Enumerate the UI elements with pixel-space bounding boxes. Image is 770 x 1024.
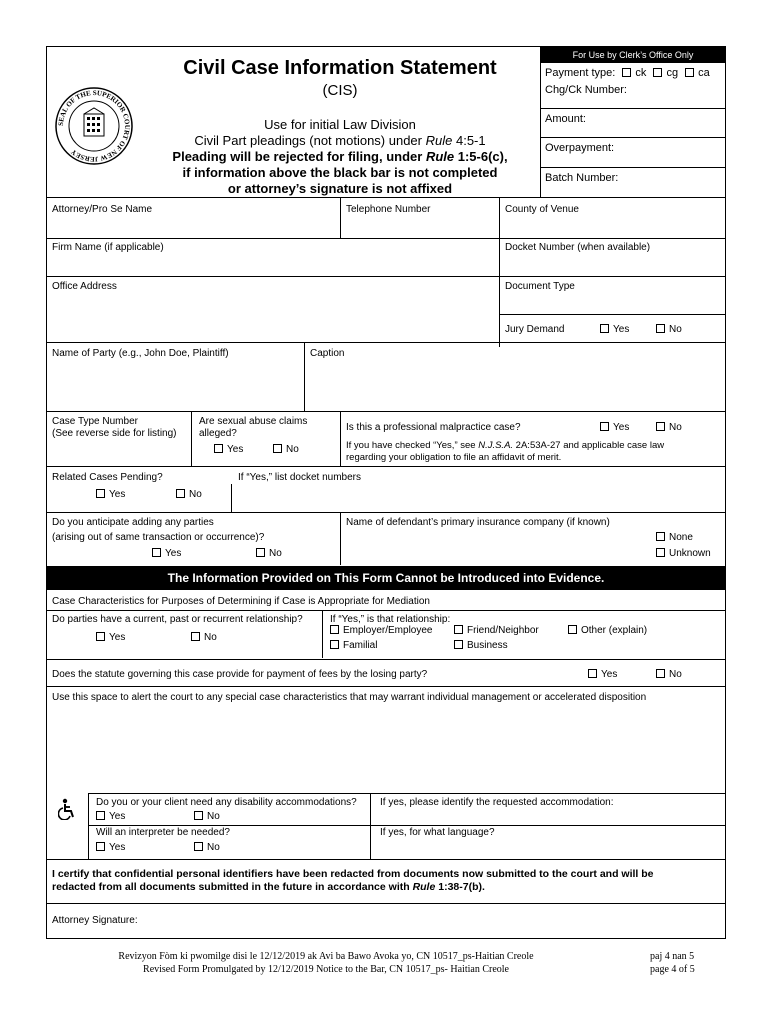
attorney-signature-label: Attorney Signature: xyxy=(52,915,138,926)
disability-no-checkbox[interactable] xyxy=(194,811,203,820)
sexual-yes-option[interactable]: Yes xyxy=(214,444,243,456)
chg-ck-label: Chg/Ck Number: xyxy=(545,84,627,96)
language-label: If yes, for what language? xyxy=(380,827,495,838)
mediation-heading: Case Characteristics for Purposes of Determining if Case is Appropriate for Mediation xyxy=(52,596,430,607)
page-title: Civil Case Information Statement xyxy=(183,57,497,79)
interpreter-yes-checkbox[interactable] xyxy=(96,842,105,851)
wheelchair-icon xyxy=(58,798,78,820)
instruction-line-1: Use for initial Law Division xyxy=(264,117,416,132)
disability-no-option[interactable]: No xyxy=(194,811,220,823)
insurance-none-checkbox[interactable] xyxy=(656,532,665,541)
statute-yes-checkbox[interactable] xyxy=(588,669,597,678)
sexual-abuse-label: Are sexual abuse claims xyxy=(199,416,308,427)
accommodation-label: If yes, please identify the requested accommodation: xyxy=(380,797,614,808)
payment-type-row: Payment type: ck cg ca xyxy=(545,67,710,79)
malpractice-no-option[interactable]: No xyxy=(656,422,682,434)
insurance-unknown-option[interactable]: Unknown xyxy=(656,548,711,560)
statute-label: Does the statute governing this case provide for payment of fees by the losing party? xyxy=(52,669,428,680)
employer-option[interactable]: Employer/Employee xyxy=(330,625,432,637)
office-address-label: Office Address xyxy=(52,281,117,292)
malpractice-yes-checkbox[interactable] xyxy=(600,422,609,431)
disability-yes-checkbox[interactable] xyxy=(96,811,105,820)
relationship-yes-option[interactable]: Yes xyxy=(96,632,125,644)
footer-line-1: Revizyon Fòm ki pwomilge disi le 12/12/2019 ak Avi ba Bawo Avoka yo, CN 10517_ps-Haitian Creole xyxy=(118,951,534,962)
disability-label: Do you or your client need any disability accommodations? xyxy=(96,797,357,808)
statute-no-option[interactable]: No xyxy=(656,669,682,681)
njsa-note-2: regarding your obligation to file an affidavit of merit. xyxy=(346,452,562,463)
telephone-label: Telephone Number xyxy=(346,204,431,215)
relationship-type-label: If “Yes,” is that relationship: xyxy=(330,614,451,625)
county-field[interactable] xyxy=(500,216,725,237)
docket-number-label: Docket Number (when available) xyxy=(505,242,651,253)
disability-yes-option[interactable]: Yes xyxy=(96,811,125,823)
warning-line-3: or attorney’s signature is not affixed xyxy=(227,181,453,196)
document-type-label: Document Type xyxy=(505,281,575,292)
relationship-yes-checkbox[interactable] xyxy=(96,632,105,641)
special-characteristics-label: Use this space to alert the court to any special case characteristics that may warrant individual management or accelerated disposition xyxy=(52,692,647,703)
warning-line-1: Pleading will be rejected for filing, under Rule 1:5-6(c), xyxy=(172,149,508,164)
page-subtitle: (CIS) xyxy=(322,82,358,99)
adding-no-checkbox[interactable] xyxy=(256,548,265,557)
insurance-field[interactable] xyxy=(346,532,646,560)
familial-option[interactable]: Familial xyxy=(330,640,377,652)
warning-line-2: if information above the black bar is not completed xyxy=(182,165,498,180)
seal-text: SEAL OF THE SUPERIOR COURT OF NEW JERSEY xyxy=(56,88,132,164)
business-option[interactable]: Business xyxy=(454,640,508,652)
adding-parties-label: Do you anticipate adding any parties xyxy=(52,517,214,528)
instruction-line-2: Civil Part pleadings (not motions) under Rule 4:5-1 xyxy=(194,133,486,148)
malpractice-label: Is this a professional malpractice case? xyxy=(346,422,521,433)
telephone-field[interactable] xyxy=(341,216,498,237)
familial-checkbox[interactable] xyxy=(330,640,339,649)
friend-checkbox[interactable] xyxy=(454,625,463,634)
firm-name-field[interactable] xyxy=(47,255,498,275)
insurance-unknown-checkbox[interactable] xyxy=(656,548,665,557)
county-label: County of Venue xyxy=(505,204,579,215)
attorney-name-label: Attorney/Pro Se Name xyxy=(52,204,153,215)
payment-ca-checkbox[interactable] xyxy=(685,68,694,77)
jury-yes-option[interactable]: Yes xyxy=(600,324,629,336)
insurance-label: Name of defendant’s primary insurance company (if known) xyxy=(346,517,610,528)
malpractice-yes-option[interactable]: Yes xyxy=(600,422,629,434)
certify-line-1: I certify that confidential personal identifiers have been redacted from documents now submitted to the court and will be xyxy=(52,868,654,880)
evidence-bar: The Information Provided on This Form Cannot be Introduced into Evidence. xyxy=(46,566,726,590)
footer-line-2: Revised Form Promulgated by 12/12/2019 Notice to the Bar, CN 10517_ps- Haitian Creole xyxy=(143,964,509,975)
adding-parties-label-2: (arising out of same transaction or occurrence)? xyxy=(52,532,265,543)
clerk-heading: For Use by Clerk’s Office Only xyxy=(541,47,725,63)
special-characteristics-field[interactable] xyxy=(47,706,725,792)
jury-no-option[interactable]: No xyxy=(656,324,682,336)
interpreter-no-checkbox[interactable] xyxy=(194,842,203,851)
sexual-abuse-label-2: alleged? xyxy=(199,428,237,439)
interpreter-label: Will an interpreter be needed? xyxy=(96,827,230,838)
case-type-hint: (See reverse side for listing) xyxy=(52,428,177,439)
payment-cg-checkbox[interactable] xyxy=(653,68,662,77)
batch-number-label: Batch Number: xyxy=(545,172,619,184)
related-yes-option[interactable]: Yes xyxy=(96,489,125,501)
caption-label: Caption xyxy=(310,348,345,359)
jury-demand-label: Jury Demand xyxy=(505,324,565,335)
sexual-no-checkbox[interactable] xyxy=(273,444,282,453)
page-number: page 4 of 5 xyxy=(650,964,695,975)
sexual-no-option[interactable]: No xyxy=(273,444,299,456)
jury-yes-checkbox[interactable] xyxy=(600,324,609,333)
accommodation-field[interactable] xyxy=(380,809,720,823)
malpractice-no-checkbox[interactable] xyxy=(656,422,665,431)
related-no-checkbox[interactable] xyxy=(176,489,185,498)
party-name-label: Name of Party (e.g., John Doe, Plaintiff) xyxy=(52,348,229,359)
related-docket-label: If “Yes,” list docket numbers xyxy=(238,472,362,483)
interpreter-yes-option[interactable]: Yes xyxy=(96,842,125,854)
page-number-creole: paj 4 nan 5 xyxy=(650,951,695,962)
svg-text:SEAL OF THE SUPERIOR COURT OF xyxy=(57,89,131,163)
payment-ck-checkbox[interactable] xyxy=(622,68,631,77)
related-yes-checkbox[interactable] xyxy=(96,489,105,498)
related-no-option[interactable]: No xyxy=(176,489,202,501)
amount-label: Amount: xyxy=(545,113,586,125)
firm-name-label: Firm Name (if applicable) xyxy=(52,242,164,253)
attorney-name-field[interactable] xyxy=(47,216,339,237)
related-docket-field[interactable] xyxy=(232,485,725,511)
party-name-field[interactable] xyxy=(47,362,303,410)
relationship-no-option[interactable]: No xyxy=(191,632,217,644)
language-field[interactable] xyxy=(380,840,720,856)
relationship-label: Do parties have a current, past or recurrent relationship? xyxy=(52,614,303,625)
caption-field[interactable] xyxy=(305,362,725,410)
interpreter-no-option[interactable]: No xyxy=(194,842,220,854)
adding-yes-option[interactable]: Yes xyxy=(152,548,181,560)
other-option[interactable]: Other (explain) xyxy=(568,625,647,637)
document-type-field[interactable] xyxy=(500,294,725,312)
docket-number-field[interactable] xyxy=(500,255,725,275)
employer-checkbox[interactable] xyxy=(330,625,339,634)
other-checkbox[interactable] xyxy=(568,625,577,634)
business-checkbox[interactable] xyxy=(454,640,463,649)
attorney-signature-field[interactable] xyxy=(150,908,720,936)
statute-no-checkbox[interactable] xyxy=(656,669,665,678)
sexual-yes-checkbox[interactable] xyxy=(214,444,223,453)
statute-yes-option[interactable]: Yes xyxy=(588,669,617,681)
case-type-label: Case Type Number xyxy=(52,416,138,427)
court-seal xyxy=(54,86,134,166)
adding-yes-checkbox[interactable] xyxy=(152,548,161,557)
friend-option[interactable]: Friend/Neighbor xyxy=(454,625,539,637)
certify-line-2: redacted from all documents submitted in the future in accordance with Rule 1:38-7(b). xyxy=(52,881,485,893)
insurance-none-option[interactable]: None xyxy=(656,532,693,544)
office-address-field[interactable] xyxy=(47,294,498,346)
njsa-note-1: If you have checked “Yes,” see N.J.S.A. 2A:53A-27 and applicable case law xyxy=(346,440,665,451)
relationship-no-checkbox[interactable] xyxy=(191,632,200,641)
overpayment-label: Overpayment: xyxy=(545,142,615,154)
jury-no-checkbox[interactable] xyxy=(656,324,665,333)
adding-no-option[interactable]: No xyxy=(256,548,282,560)
related-cases-label: Related Cases Pending? xyxy=(52,472,163,483)
